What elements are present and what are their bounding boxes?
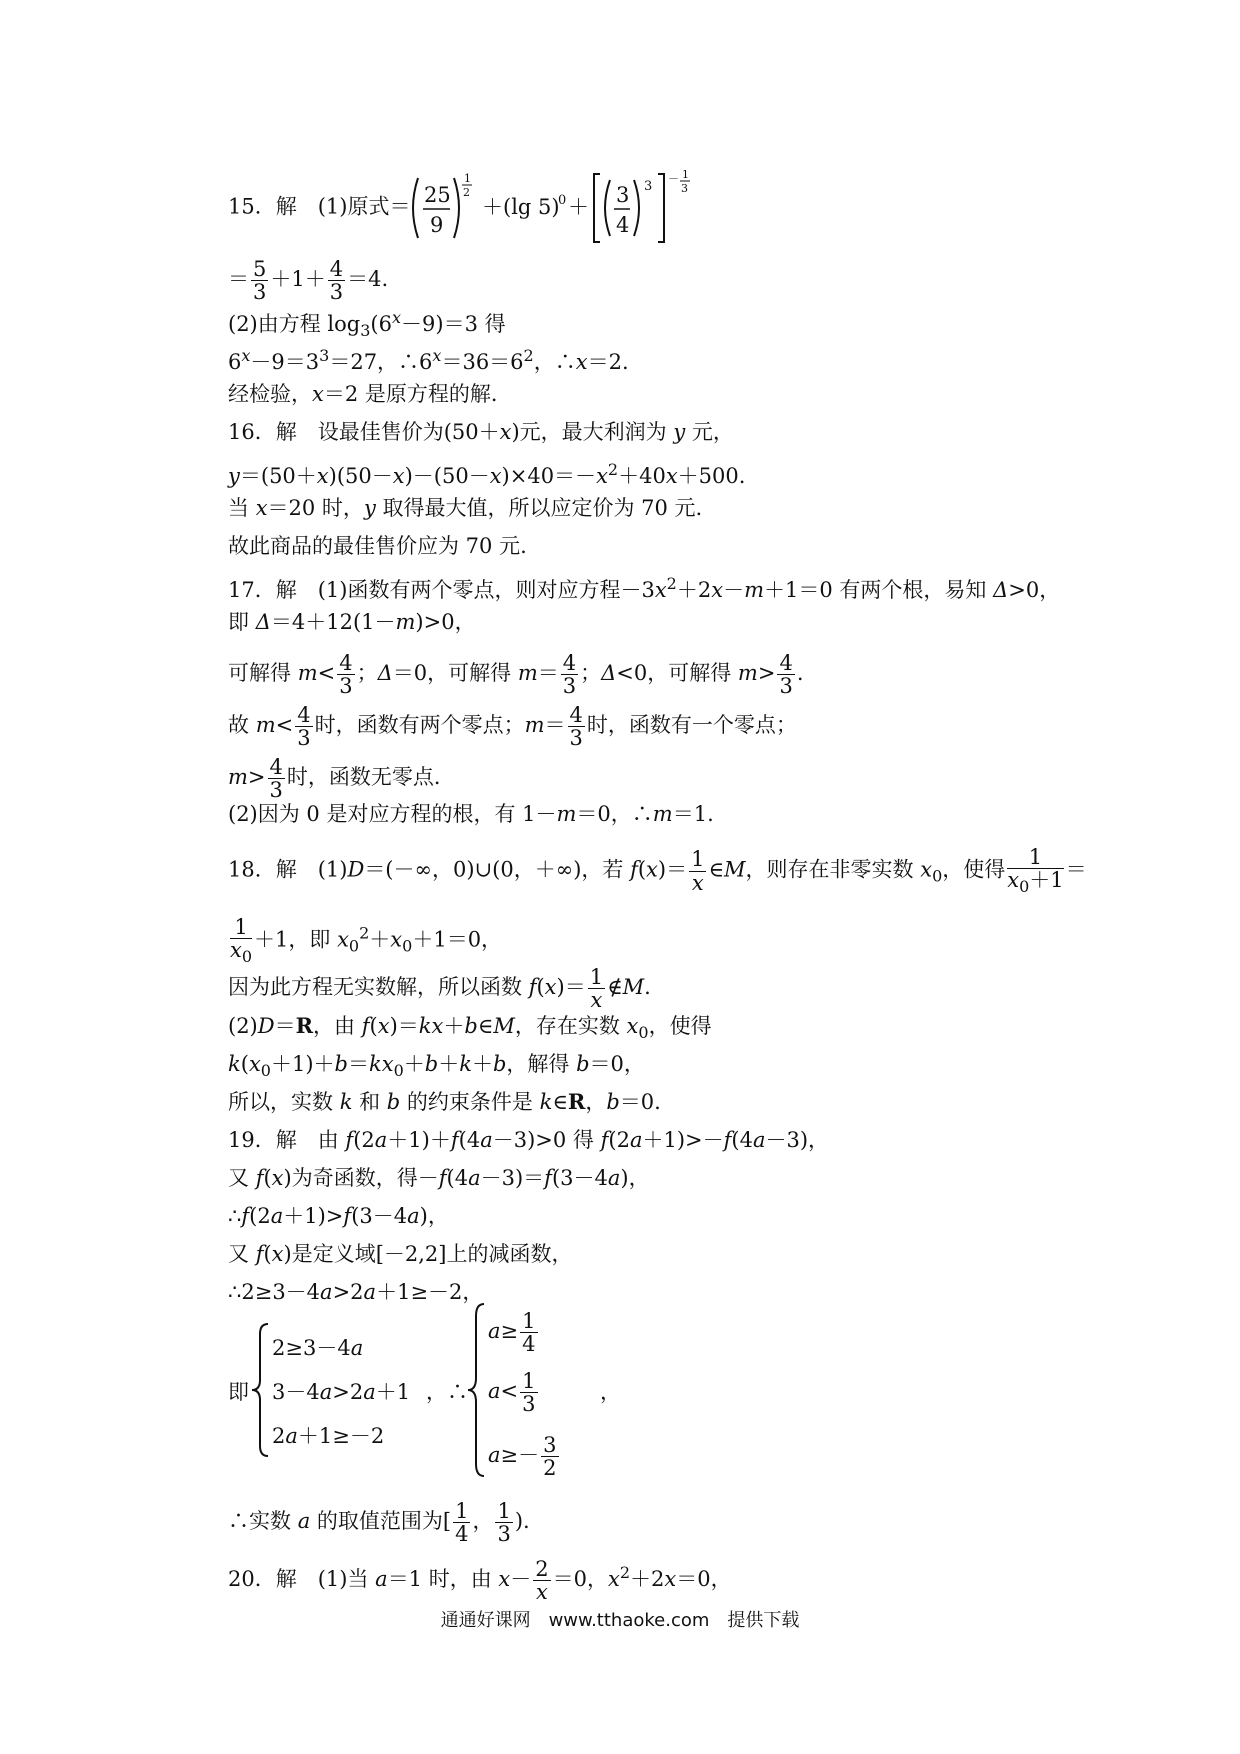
p19-line-2: 又 f(x)为奇函数，得－f(4a－3)＝f(3－4a)，: [228, 1166, 650, 1190]
p17-line-3: 可解得 m< $\frac{4}{3}$ ；Δ＝0，可解得 m＝ $\frac{4}{3}$ ；Δ<0，可解得 m> $\frac{4}{3}$ .: [228, 651, 804, 699]
system1-row-2: 3－4a>2a＋1: [272, 1380, 411, 1404]
system2-row-2: a< $\frac{1}{3}$: [488, 1369, 536, 1417]
p17-line-1: 17．解 (1)函数有两个零点，则对应方程$-3x^2+2x-m+1=0$ 有两个根，易知 Δ>0，: [228, 574, 1061, 602]
p18-line-4: (2)D＝R，由 f(x)＝kx＋b∈M，存在实数 $x_0$，使得: [228, 1013, 712, 1043]
p15-line-4: $6^x-9=3^3=27$，$\therefore 6^x=36=6^2$，∴x＝2.: [228, 346, 629, 374]
p16-line-4: 故此商品的最佳售价应为 70 元.: [228, 534, 527, 558]
therefore-symbol: ，∴: [426, 1380, 468, 1404]
p15-expression: [410, 170, 720, 246]
p16-line-1: 16．解 设最佳售价为(50＋x)元，最大利润为 y 元，: [228, 420, 734, 444]
system2-row-1: a≥ $\frac{1}{4}$: [488, 1309, 536, 1357]
svg-text:3: 3: [616, 183, 630, 207]
p17-line-4: 故 m< $\frac{4}{3}$ 时，函数有两个零点；m＝ $\frac{4}{3}$ 时，函数有一个零点；: [228, 703, 797, 751]
svg-text:3: 3: [681, 182, 689, 195]
svg-text:0: 0: [558, 193, 567, 208]
p17-line-2: 即 Δ＝4＋12(1－m)>0，: [228, 610, 476, 634]
svg-text:9: 9: [430, 213, 444, 237]
p17-line-5: m> $\frac{4}{3}$ 时，函数无零点．: [228, 755, 455, 803]
footer-watermark: 通通好课网 www.tthaoke.com 提供下载: [440, 1610, 800, 1631]
p17-line-6: (2)因为 0 是对应方程的根，有 1－m＝0，∴m＝1.: [228, 802, 714, 826]
trailing-comma: ，: [600, 1380, 621, 1404]
p16-line-3: 当 x＝20 时，y 取得最大值，所以应定价为 70 元.: [228, 496, 703, 520]
left-brace-2: [466, 1300, 488, 1480]
p19-line-7: ∴实数 a 的取值范围为[ $\frac{1}{4}$ ， $\frac{1}{3}$ ).: [228, 1499, 530, 1547]
system1-row-3: 2a＋1≥－2: [272, 1424, 385, 1448]
p19-line-1: 19．解 由 f(2a＋1)＋f(4a－3)>0 得 f(2a＋1)>－f(4a－3)，: [228, 1128, 830, 1152]
p19-ji-label: 即: [228, 1380, 249, 1404]
system2-row-3: a≥－ $\frac{3}{2}$: [488, 1433, 557, 1481]
p19-line-3: ∴f(2a＋1)>f(3－4a)，: [228, 1204, 449, 1228]
p19-line-4: 又 f(x)是定义域[－2,2]上的减函数，: [228, 1242, 573, 1266]
svg-text:2: 2: [463, 186, 471, 199]
p18-line-5: $k(x_0+1)+b=kx_0+b+k+b$，解得 b＝0，: [228, 1052, 645, 1081]
p20-line-1: 20．解 (1)当 a＝1 时，由 x－ $\frac{2}{x}$ ＝0，$x^2+2x=0$，: [228, 1557, 732, 1605]
p16-line-2: $y=(50+x)(50-x)-(50-x)\times 40=-x^2+40x+500$.: [228, 460, 746, 488]
svg-text:4: 4: [616, 213, 630, 237]
p15-line-5: 经检验，x＝2 是原方程的解．: [228, 382, 512, 406]
p18-line-1: 18．解 (1)D＝(－∞，0)∪(0，＋∞)，若 f(x)＝ $\frac{1}{x}$ ∈M，则存在非零实数 $x_0$，使得 $\frac{1}{x_0+1}$ ＝: [228, 845, 1087, 897]
left-brace-1: [250, 1320, 272, 1460]
p15-line-2: ＝ $\frac{5}{3}$ ＋1＋ $\frac{4}{3}$ ＝4.: [228, 257, 389, 305]
p15-line-3: (2)由方程 $\log_3(6^x-9)=3$ 得: [228, 308, 506, 341]
svg-text:＋: ＋: [568, 195, 590, 219]
p19-line-5: ∴2≥3－4a>2a＋1≥－2，: [228, 1280, 484, 1304]
p15-line-1: 15．解 (1)原式＝ 25 9 1 2 ＋(lg 5) 0 ＋ 3 4 3 － 1 3: [228, 170, 720, 246]
p18-line-3: 因为此方程无实数解，所以函数 f(x)＝ $\frac{1}{x}$ ∉M.: [228, 965, 651, 1013]
svg-text:＋(lg 5): ＋(lg 5): [482, 195, 561, 219]
p18-line-6: 所以，实数 k 和 b 的约束条件是 k∈R，b＝0.: [228, 1089, 661, 1114]
svg-text:1: 1: [682, 170, 690, 181]
svg-text:－: －: [668, 172, 680, 185]
svg-text:1: 1: [464, 172, 472, 185]
svg-text:25: 25: [424, 183, 452, 207]
p18-line-2: $\frac{1}{x_0}$ ＋1，即 $x_0^2+x_0+1=0$，: [230, 915, 503, 967]
system1-row-1: 2≥3－4a: [272, 1336, 364, 1360]
svg-text:3: 3: [644, 179, 653, 194]
